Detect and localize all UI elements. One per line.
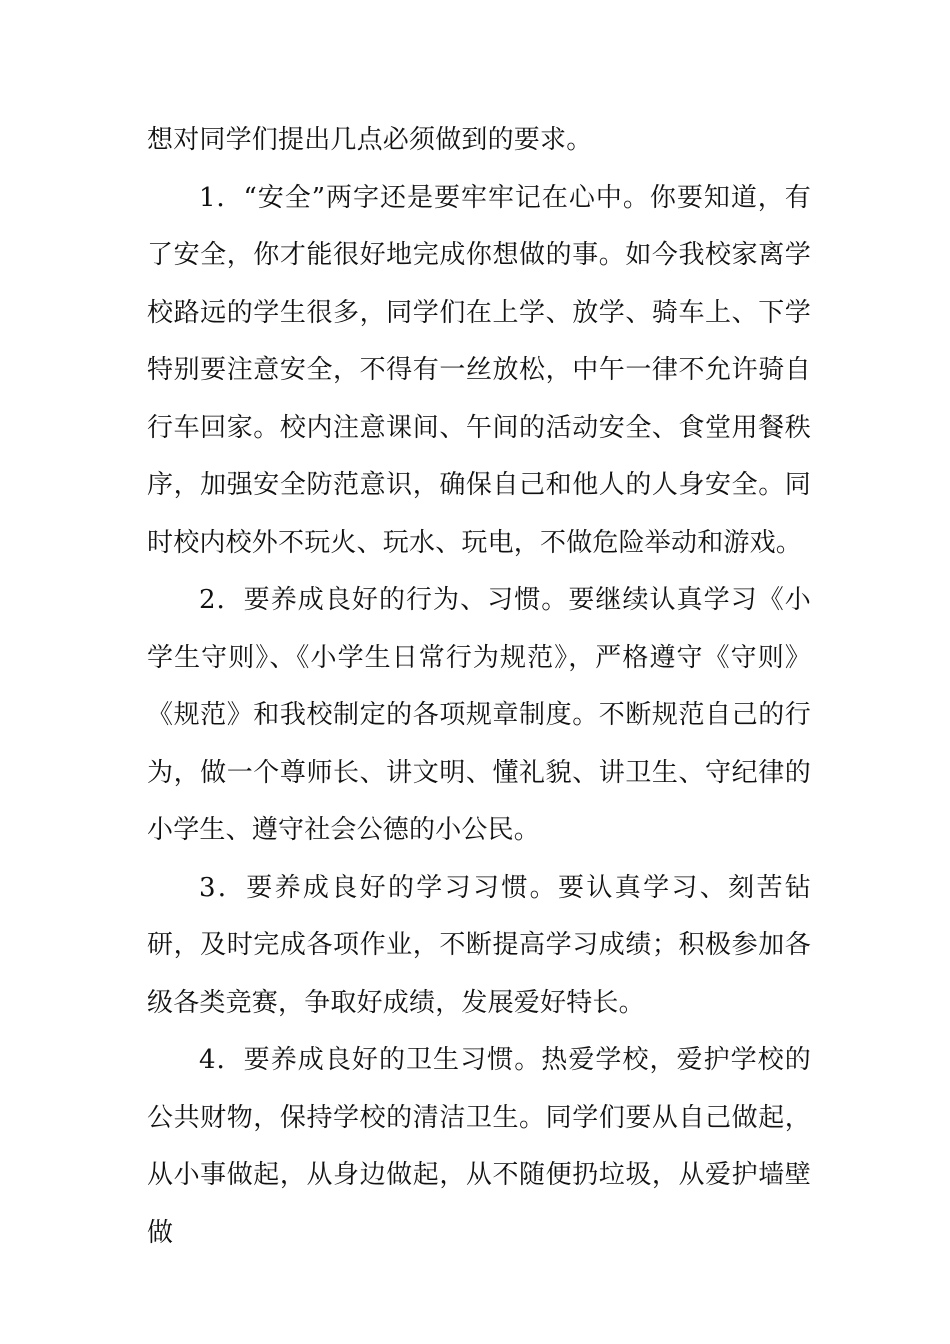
paragraph-study: 3．要养成良好的学习习惯。要认真学习、刻苦钻研，及时完成各项作业，不断提高学习成绩；积极参加各级各类竞赛，争取好成绩，发展爱好特长。 [147, 872, 811, 1018]
paragraph-safety: 1．“安全”两字还是要牢牢记在心中。你要知道，有了安全，你才能很好地完成你想做的事。如今我校家离学校路远的学生很多，同学们在上学、放学、骑车上、下学特别要注意安全，不得有一丝放松，中午一律不允许骑自行车回家。校内注意课间、午间的活动安全、食堂用餐秩序，加强安全防范意识，确保自己和他人的人身安全。同时校内校外不玩火、玩水、玩电，不做危险举动和游戏。 [147, 182, 811, 558]
paragraph-hygiene: 4．要养成良好的卫生习惯。热爱学校，爱护学校的公共财物，保持学校的清洁卫生。同学们要从自己做起，从小事做起，从身边做起，从不随便扔垃圾，从爱护墙壁做 [147, 1045, 811, 1248]
paragraph-continuation: 想对同学们提出几点必须做到的要求。 [147, 125, 593, 155]
paragraph-behavior: 2．要养成良好的行为、习惯。要继续认真学习《小学生守则》、《小学生日常行为规范》，严格遵守《守则》《规范》和我校制定的各项规章制度。不断规范自己的行为，做一个尊师长、讲文明、懂礼貌、讲卫生、守纪律的小学生、遵守社会公德的小公民。 [147, 585, 811, 845]
document-body [147, 112, 811, 1262]
